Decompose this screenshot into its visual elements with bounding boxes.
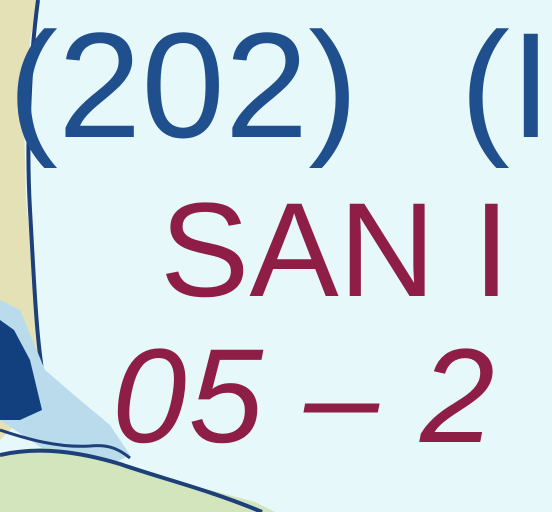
route-code-label: (202) bbox=[8, 1, 359, 169]
place-name-label: SAN I bbox=[160, 176, 510, 325]
date-range-label: 05 – 2 bbox=[112, 322, 497, 471]
route-code-partial-label: (I bbox=[460, 1, 552, 169]
